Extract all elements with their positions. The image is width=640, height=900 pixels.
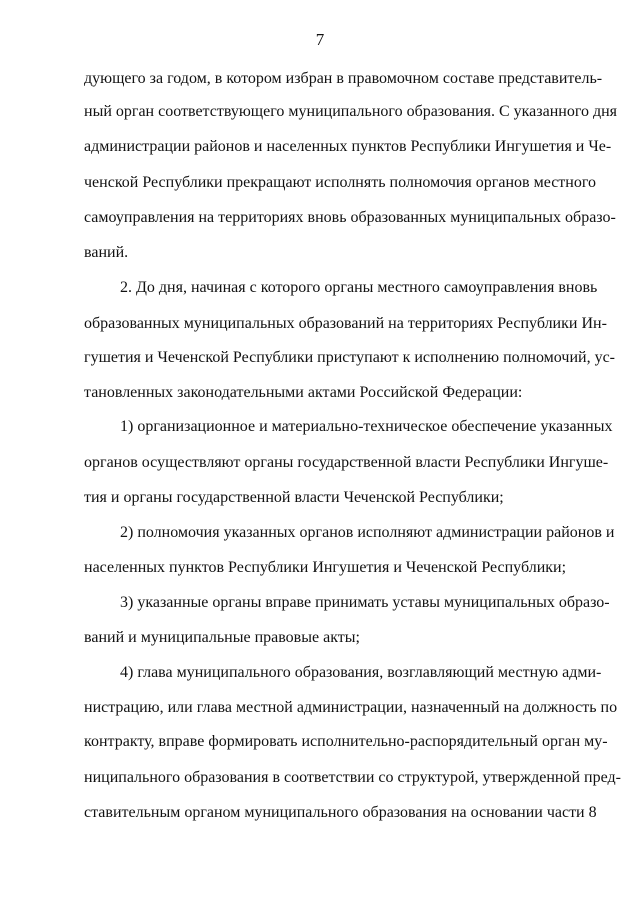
text-line: администрации районов и населенных пунктов Республики Ингушетия и Че-: [84, 138, 612, 155]
text-line: дующего за годом, в котором избран в правомочном составе представитель-: [84, 70, 603, 87]
text-line: ваний.: [84, 244, 129, 261]
text-line: ниципального образования в соответствии со структурой, утвержденной пред-: [84, 769, 621, 786]
paragraph-2-first-line: 2. До дня, начиная с которого органы местного самоуправления вновь: [120, 279, 598, 296]
text-line: образованных муниципальных образований на территориях Республики Ин-: [84, 315, 607, 332]
text-line: тия и органы государственной власти Чеченской Республики;: [84, 489, 504, 506]
text-line: контракту, вправе формировать исполнительно-распорядительный орган му-: [84, 733, 608, 750]
item-4-first-line: 4) глава муниципального образования, возглавляющий местную адми-: [120, 664, 602, 681]
text-line: нистрацию, или глава местной администрации, назначенный на должность по: [84, 699, 618, 716]
text-line: ченской Республики прекращают исполнять полномочия органов местного: [84, 174, 597, 191]
page-number: 7: [315, 30, 325, 49]
item-2-first-line: 2) полномочия указанных органов исполняют администрации районов и: [120, 524, 615, 541]
text-line: ставительным органом муниципального образования на основании части 8: [84, 804, 597, 821]
text-line: самоуправления на территориях вновь образованных муниципальных образо-: [84, 209, 616, 226]
text-line: населенных пунктов Республики Ингушетия и Чеченской Республики;: [84, 559, 567, 576]
text-line: тановленных законодательными актами Российской Федерации:: [84, 384, 523, 401]
text-line: органов осуществляют органы государственной власти Республики Ингуше-: [84, 454, 609, 471]
item-1-first-line: 1) организационное и материально-техническое обеспечение указанных: [120, 418, 613, 435]
item-3-first-line: 3) указанные органы вправе принимать уставы муниципальных образо-: [120, 594, 610, 611]
text-line: ваний и муниципальные правовые акты;: [84, 629, 360, 646]
text-line: ный орган соответствующего муниципального образования. С указанного дня: [84, 103, 618, 120]
text-line: гушетия и Чеченской Республики приступают к исполнению полномочий, ус-: [84, 349, 615, 366]
